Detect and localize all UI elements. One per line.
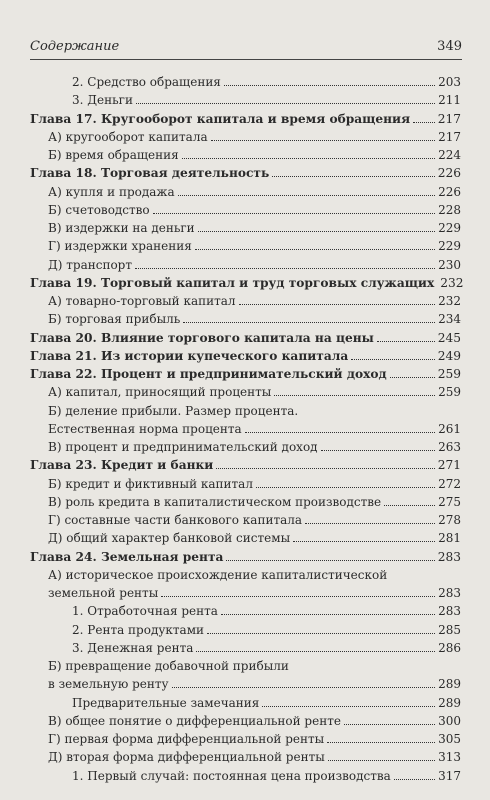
toc-entry-page: 232 bbox=[438, 294, 461, 308]
running-header bbox=[30, 39, 462, 60]
toc-entry-page: 259 bbox=[437, 367, 461, 381]
leader-dots bbox=[153, 212, 435, 214]
toc-entry-label: 3. Денежная рента bbox=[72, 640, 194, 655]
toc-entry-page: 217 bbox=[437, 111, 461, 126]
toc-entry-page: 230 bbox=[438, 257, 461, 272]
toc-entry-label: Глава 18. Торговая деятельность bbox=[30, 166, 270, 181]
toc-entry-label: В) процент и предпринимательский доход bbox=[48, 440, 318, 454]
toc-entry-label: Глава 19. Торговый капитал и труд торговых служащих bbox=[30, 275, 435, 290]
leader-dots bbox=[305, 522, 435, 524]
toc-entry bbox=[30, 219, 461, 237]
page-number: 349 bbox=[437, 39, 462, 54]
toc-entry-page: 281 bbox=[438, 531, 461, 546]
toc-entry bbox=[30, 675, 461, 693]
toc-entry-label: Д) общий характер банковой системы bbox=[48, 531, 291, 546]
toc-entry-page: 285 bbox=[438, 622, 461, 637]
toc-entry-page: 232 bbox=[440, 275, 464, 290]
leader-dots bbox=[351, 358, 435, 360]
toc-entry bbox=[30, 237, 461, 255]
leader-dots bbox=[293, 540, 435, 542]
leader-dots bbox=[195, 248, 435, 250]
toc-entry-page: 300 bbox=[438, 713, 461, 728]
toc-entry-page: 229 bbox=[438, 221, 461, 235]
toc-entry-label: 1. Первый случай: постоянная цена производства bbox=[72, 768, 391, 783]
toc-entry bbox=[30, 91, 461, 109]
leader-dots bbox=[239, 303, 436, 305]
toc-chapter-entry bbox=[30, 456, 461, 474]
toc-entry-page: 278 bbox=[438, 513, 461, 527]
leader-dots bbox=[221, 613, 435, 615]
toc-entry-label: А) товарно-торговый капитал bbox=[48, 294, 236, 308]
toc-entry bbox=[30, 657, 461, 675]
leader-dots bbox=[256, 486, 435, 488]
toc-entry bbox=[30, 694, 461, 712]
toc-entry-label: Глава 20. Влияние торгового капитала на цены bbox=[30, 330, 374, 345]
leader-dots bbox=[136, 102, 435, 104]
toc-entry bbox=[30, 639, 461, 657]
toc-entry-page: 271 bbox=[437, 458, 461, 473]
toc-entry bbox=[30, 511, 461, 529]
toc-entry bbox=[30, 566, 461, 584]
toc-entry-page: 283 bbox=[438, 604, 461, 619]
toc-entry-label: А) капитал, приносящий проценты bbox=[48, 385, 272, 400]
leader-dots bbox=[183, 321, 435, 323]
toc-entry-page: 305 bbox=[438, 732, 461, 746]
toc-entry bbox=[30, 584, 461, 602]
toc-entry bbox=[30, 420, 461, 438]
leader-dots bbox=[327, 741, 435, 743]
leader-dots bbox=[384, 504, 435, 506]
toc-entry-page: 272 bbox=[438, 476, 461, 491]
toc-entry bbox=[30, 438, 461, 456]
toc-entry-page: 211 bbox=[438, 93, 461, 108]
leader-dots bbox=[161, 595, 435, 597]
toc-entry-page: 263 bbox=[438, 440, 461, 454]
toc-entry-label: 3. Деньги bbox=[72, 93, 133, 108]
toc-chapter-entry bbox=[30, 548, 461, 566]
toc-entry-label: Б) кредит и фиктивный капитал bbox=[48, 476, 253, 491]
toc-entry-label: земельной ренты bbox=[48, 586, 159, 600]
toc-entry-label: Предварительные замечания bbox=[72, 695, 260, 710]
leader-dots bbox=[216, 467, 434, 469]
toc-entry-page: 245 bbox=[437, 330, 461, 345]
toc-entry-label: Глава 22. Процент и предпринимательский доход bbox=[30, 367, 387, 381]
toc-entry-page: 313 bbox=[438, 750, 461, 765]
leader-dots bbox=[272, 175, 435, 177]
toc-entry-label: Глава 21. Из истории купеческого капитала bbox=[30, 348, 349, 363]
leader-dots bbox=[182, 157, 435, 159]
toc-entry-label: Б) время обращения bbox=[48, 148, 179, 162]
toc-entry bbox=[30, 767, 461, 785]
toc-entry-page: 224 bbox=[438, 148, 461, 162]
leader-dots bbox=[245, 431, 435, 433]
toc-entry-label: Естественная норма процента bbox=[48, 421, 242, 436]
toc-entry-label: А) купля и продажа bbox=[48, 184, 175, 199]
leader-dots bbox=[321, 449, 436, 451]
toc-entry-label: Глава 24. Земельная рента bbox=[30, 549, 224, 564]
toc-entry bbox=[30, 602, 461, 620]
toc-entry-label: Б) деление прибыли. Размер процента. bbox=[48, 403, 299, 418]
leader-dots bbox=[390, 376, 435, 378]
toc-entry-page: 228 bbox=[438, 202, 461, 217]
leader-dots bbox=[262, 705, 435, 707]
leader-dots bbox=[135, 267, 435, 269]
toc-entry bbox=[30, 256, 461, 274]
toc-entry bbox=[30, 730, 461, 748]
toc-entry bbox=[30, 621, 461, 639]
leader-dots bbox=[198, 230, 435, 232]
toc-entry bbox=[30, 310, 461, 328]
leader-dots bbox=[328, 759, 435, 761]
toc-entry-page: 261 bbox=[438, 421, 461, 436]
toc-entry-label: Г) первая форма дифференциальной ренты bbox=[48, 732, 325, 746]
toc-entry-label: 2. Средство обращения bbox=[72, 75, 221, 89]
leader-dots bbox=[224, 84, 435, 86]
toc-entry-page: 275 bbox=[438, 494, 461, 509]
toc-entry-label: А) историческое происхождение капиталистической bbox=[48, 567, 388, 582]
leader-dots bbox=[413, 121, 435, 123]
toc-chapter-entry bbox=[30, 274, 464, 292]
toc-entry-page: 289 bbox=[438, 677, 461, 692]
toc-entry-label: Б) превращение добавочной прибыли bbox=[48, 659, 289, 673]
toc-chapter-entry bbox=[30, 329, 461, 347]
toc-chapter-entry bbox=[30, 347, 461, 365]
toc-entry-label: Д) вторая форма дифференциальной ренты bbox=[48, 750, 325, 765]
toc-entry-label: Б) торговая прибыль bbox=[48, 312, 181, 327]
leader-dots bbox=[226, 559, 434, 561]
toc-entry-page: 234 bbox=[438, 312, 461, 327]
toc-entry bbox=[30, 201, 461, 219]
toc-entry bbox=[30, 128, 461, 146]
leader-dots bbox=[211, 139, 436, 141]
leader-dots bbox=[207, 632, 435, 634]
toc-entry-page: 226 bbox=[437, 166, 461, 181]
toc-entry-page: 226 bbox=[438, 184, 461, 199]
toc-entry-label: В) общее понятие о дифференциальной ренте bbox=[48, 713, 341, 728]
running-header-title: Содержание bbox=[30, 39, 120, 54]
toc-chapter-entry bbox=[30, 110, 461, 128]
toc-entry-label: А) кругооборот капитала bbox=[48, 129, 208, 144]
toc-chapter-entry bbox=[30, 365, 461, 383]
leader-dots bbox=[172, 686, 435, 688]
leader-dots bbox=[196, 650, 435, 652]
toc-entry-label: Д) транспорт bbox=[48, 257, 132, 272]
toc-entry-label: в земельную ренту bbox=[48, 677, 169, 692]
toc-chapter-entry bbox=[30, 164, 461, 182]
leader-dots bbox=[394, 778, 435, 780]
toc-entry bbox=[30, 73, 461, 91]
toc-entry bbox=[30, 748, 461, 766]
toc-entry-label: Глава 23. Кредит и банки bbox=[30, 458, 214, 473]
toc-entry-page: 283 bbox=[438, 586, 461, 600]
toc-entry-page: 259 bbox=[438, 385, 461, 400]
toc-entry bbox=[30, 383, 461, 401]
leader-dots bbox=[274, 394, 435, 396]
table-of-contents bbox=[30, 73, 464, 785]
toc-entry-page: 217 bbox=[438, 129, 461, 144]
toc-entry-page: 229 bbox=[438, 239, 461, 254]
toc-entry-page: 203 bbox=[438, 75, 461, 89]
toc-entry bbox=[30, 493, 461, 511]
toc-entry-label: В) издержки на деньги bbox=[48, 221, 195, 235]
toc-entry bbox=[30, 712, 461, 730]
toc-entry-label: 2. Рента продуктами bbox=[72, 622, 205, 637]
toc-entry bbox=[30, 146, 461, 164]
leader-dots bbox=[344, 723, 435, 725]
toc-entry-label: Г) издержки хранения bbox=[48, 239, 192, 254]
toc-entry-label: В) роль кредита в капиталистическом производстве bbox=[48, 494, 382, 509]
toc-entry-label: Глава 17. Кругооборот капитала и время обращения bbox=[30, 111, 411, 126]
toc-entry-page: 249 bbox=[437, 348, 461, 363]
toc-entry bbox=[30, 529, 461, 547]
leader-dots bbox=[377, 340, 435, 342]
toc-entry bbox=[30, 292, 461, 310]
toc-entry-label: Г) составные части банкового капитала bbox=[48, 513, 303, 527]
toc-entry-page: 286 bbox=[438, 640, 461, 655]
toc-entry-page: 283 bbox=[437, 549, 461, 564]
toc-entry bbox=[30, 402, 461, 420]
toc-entry-label: 1. Отработочная рента bbox=[72, 604, 218, 619]
toc-entry-page: 289 bbox=[438, 695, 461, 710]
toc-entry bbox=[30, 183, 461, 201]
toc-entry-label: Б) счетоводство bbox=[48, 202, 150, 217]
leader-dots bbox=[178, 194, 435, 196]
toc-entry-page: 317 bbox=[438, 768, 461, 783]
toc-entry bbox=[30, 475, 461, 493]
